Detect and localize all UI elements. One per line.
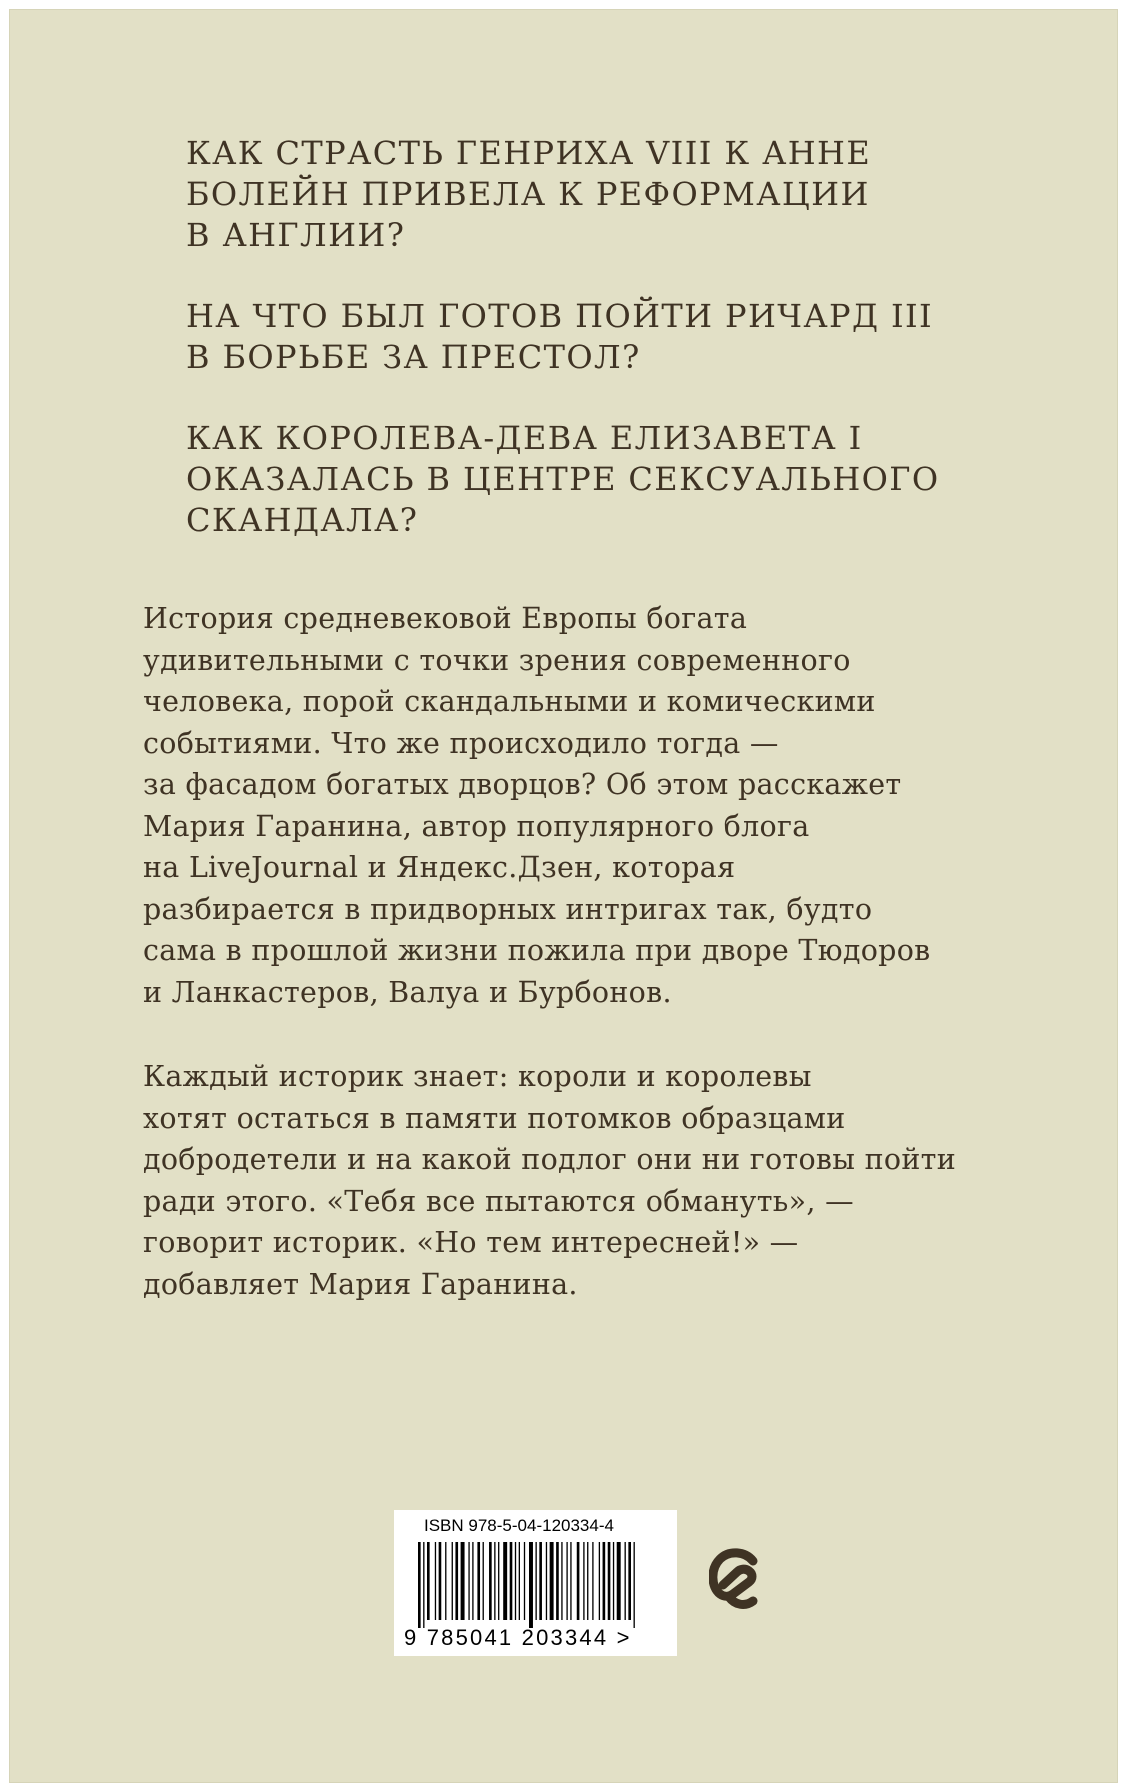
isbn-label: ISBN 978-5-04-120334-4: [424, 1516, 614, 1535]
paragraph-line: Каждый историк знает: короли и королевы: [143, 1060, 812, 1093]
barcode-bar: [519, 1542, 520, 1620]
paragraph-line: ради этого. «Тебя все пытаются обмануть», —: [143, 1184, 854, 1218]
paragraph-line: добродетели и на какой подлог они ни готовы пойти: [143, 1143, 957, 1176]
paragraph-line: разбирается в придворных интригах так, будто: [143, 892, 873, 926]
question-line: БОЛЕЙН ПРИВЕЛА К РЕФОРМАЦИИ: [186, 175, 870, 213]
barcode-bar: [498, 1542, 499, 1620]
barcode-bar: [524, 1542, 525, 1620]
barcode-bar: [561, 1542, 562, 1620]
paragraph-line: человека, порой скандальными и комическими: [143, 685, 876, 718]
barcode-bar: [608, 1542, 611, 1620]
barcode-bar: [587, 1542, 588, 1620]
questions-block: [186, 133, 1086, 581]
paragraph-line: История средневековой Европы богата: [143, 602, 748, 635]
barcode-bar: [603, 1542, 606, 1620]
barcode-bar: [628, 1542, 631, 1620]
paragraph-line: за фасадом богатых дворцов? Об этом расскажет: [143, 768, 902, 801]
barcode-bar: [461, 1542, 465, 1620]
barcode-digits: 9 785041 203344 >: [404, 1625, 632, 1650]
barcode-bar: [503, 1542, 507, 1620]
barcode-bar: [472, 1542, 473, 1620]
barcode-bar: [439, 1542, 442, 1620]
barcode-bar: [423, 1542, 424, 1628]
barcode-bar: [592, 1542, 593, 1620]
book-back-cover: [9, 9, 1118, 1783]
barcode-bar: [529, 1542, 533, 1628]
barcode-bar: [510, 1542, 513, 1620]
question: [186, 418, 1086, 541]
publisher-logo-e-icon: [709, 1547, 761, 1621]
question: [186, 296, 1086, 378]
paragraph-line: сама в прошлой жизни пожила при дворе Тюдоров: [143, 934, 931, 967]
barcode-bar: [613, 1542, 614, 1620]
paragraph-line: удивительными с точки зрения современного: [143, 643, 851, 677]
barcode-bar: [566, 1542, 567, 1620]
description-paragraph: [143, 598, 1103, 1013]
question-line: КАК СТРАСТЬ ГЕНРИХА VIII К АННЕ: [186, 134, 872, 172]
paragraph-line: на LiveJournal и Яндекс.Дзен, которая: [143, 851, 736, 884]
barcode-bar: [535, 1542, 536, 1620]
barcode-bar: [494, 1542, 495, 1620]
barcode-bars: [418, 1542, 654, 1630]
barcode-bar: [577, 1542, 580, 1620]
barcode-bar: [418, 1542, 421, 1628]
description-paragraph: [143, 1056, 1103, 1305]
question-line: СКАНДАЛА?: [186, 501, 419, 539]
paragraph-line: говорит историк. «Но тем интересней!» —: [143, 1226, 799, 1259]
barcode-bar: [625, 1542, 626, 1620]
question: [186, 133, 1086, 256]
barcode-bar: [489, 1542, 492, 1620]
paragraph-line: хотят остаться в памяти потомков образцами: [143, 1101, 846, 1135]
barcode-bar: [546, 1542, 547, 1620]
paragraph-line: и Ланкастеров, Валуа и Бурбонов.: [143, 975, 672, 1009]
barcode-bar: [556, 1542, 559, 1620]
barcode-bar: [468, 1542, 469, 1620]
barcode-bar: [617, 1542, 621, 1620]
barcode-bar: [477, 1542, 480, 1620]
barcode-bar: [599, 1542, 600, 1620]
isbn-barcode: [394, 1510, 677, 1656]
barcode-bar: [435, 1542, 436, 1620]
barcode-bar: [539, 1542, 542, 1620]
question-line: НА ЧТО БЫЛ ГОТОВ ПОЙТИ РИЧАРД III: [186, 297, 934, 335]
question-line: В БОРЬБЕ ЗА ПРЕСТОЛ?: [186, 338, 641, 376]
barcode-bar: [427, 1542, 430, 1620]
barcode-bar: [515, 1542, 516, 1620]
barcode-bar: [445, 1542, 446, 1620]
barcode-bar: [634, 1542, 635, 1628]
barcode-bar: [452, 1542, 453, 1620]
barcode-bar: [583, 1542, 584, 1620]
question-line: КАК КОРОЛЕВА-ДЕВА ЕЛИЗАВЕТА I: [186, 419, 863, 457]
barcode-bar: [550, 1542, 554, 1620]
paragraph-line: Мария Гаранина, автор популярного блога: [143, 809, 810, 843]
barcode-bar: [455, 1542, 458, 1620]
paragraph-line: событиями. Что же происходило тогда —: [143, 726, 779, 760]
question-line: ОКАЗАЛАСЬ В ЦЕНТРЕ СЕКСУАЛЬНОГО: [186, 460, 940, 498]
barcode-bar: [570, 1542, 571, 1620]
paragraph-line: добавляет Мария Гаранина.: [143, 1267, 578, 1301]
barcode-bar: [483, 1542, 484, 1620]
question-line: В АНГЛИИ?: [186, 216, 406, 254]
